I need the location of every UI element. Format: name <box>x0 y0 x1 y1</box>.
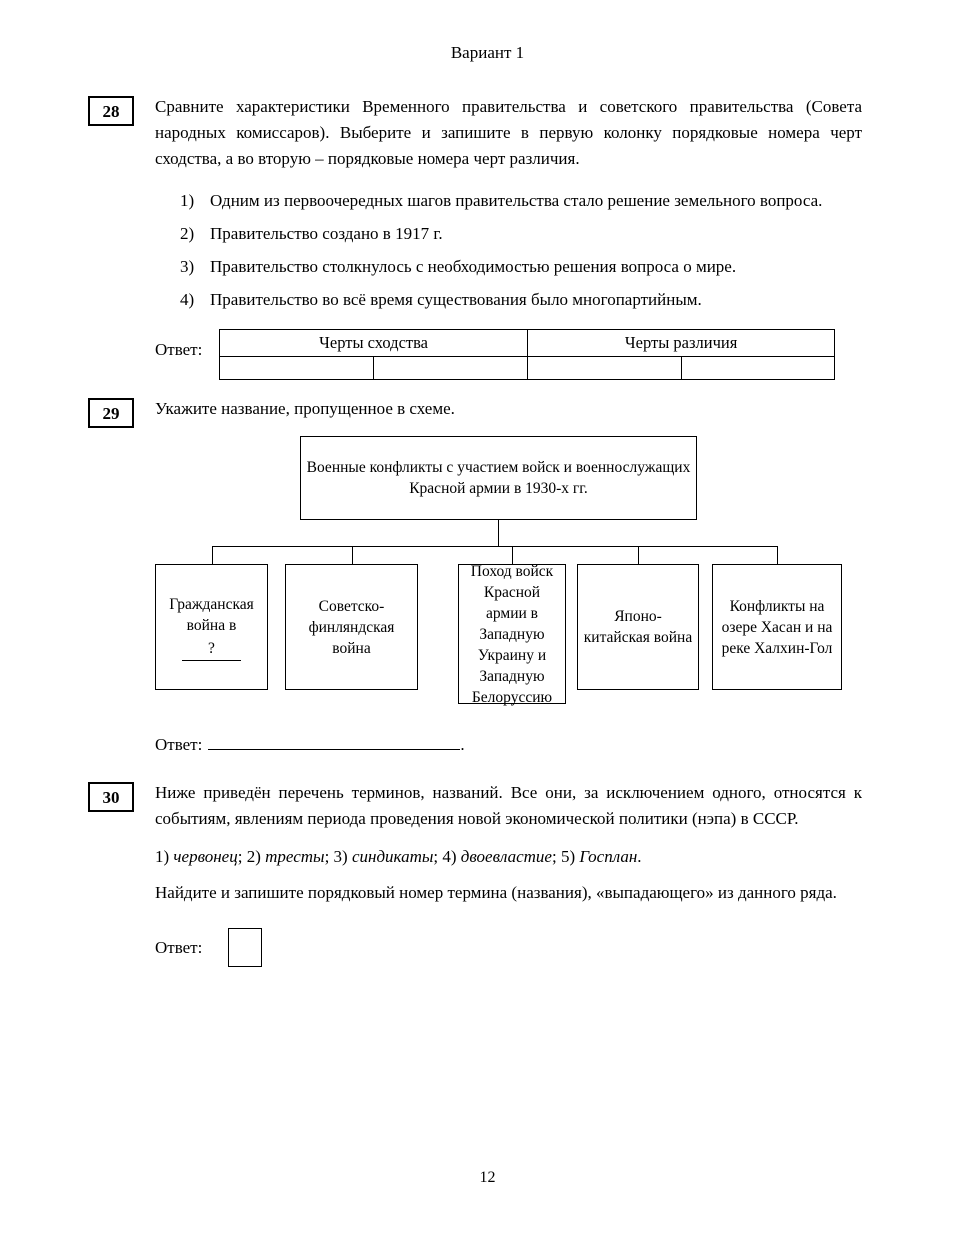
question-29 <box>0 396 975 758</box>
term-item: 5) Госплан. <box>560 847 642 866</box>
term-item: 2) тресты; <box>246 847 334 866</box>
answer-label: Ответ: <box>155 937 203 957</box>
question-30 <box>0 780 975 967</box>
connector-line <box>212 546 213 564</box>
answer-cell <box>527 357 681 380</box>
list-item-number: 2) <box>180 224 195 243</box>
diagram-child-text: Гражданская война в <box>169 595 254 634</box>
question-28-number-box: 28 <box>88 96 134 126</box>
question-29-answer <box>155 732 862 758</box>
answer-cell <box>681 357 835 380</box>
diagram-child-box-khasan-khalkhin: Конфликты на озере Хасан и на реке Халхин-Гол <box>712 564 842 690</box>
list-item-text: Правительство во всё время существования было многопартийным. <box>210 290 702 309</box>
answer-cell <box>374 357 528 380</box>
connector-line <box>212 546 778 547</box>
connector-line <box>777 546 778 564</box>
diagram-child-box-sino-japanese: Японо-китайская война <box>577 564 699 690</box>
question-28-options <box>180 188 862 313</box>
answer-label: Ответ: <box>155 340 203 359</box>
list-item-text: Правительство создано в 1917 г. <box>210 224 443 243</box>
connector-line <box>352 546 353 564</box>
question-30-text-2: Найдите и запишите порядковый номер термина (названия), «выпадающего» из данного ряда. <box>155 883 837 902</box>
term-item: 1) червонец; <box>155 847 247 866</box>
list-item-text: Правительство столкнулось с необходимостью решения вопроса о мире. <box>210 257 737 276</box>
connector-line <box>498 520 499 546</box>
term-item: 3) синдикаты; <box>333 847 443 866</box>
variant-header: Вариант 1 <box>450 43 525 62</box>
answer-suffix: . <box>460 735 465 754</box>
question-28 <box>0 94 975 380</box>
diagram-child-box-soviet-finnish: Советско-финляндская война <box>285 564 418 690</box>
list-item <box>180 221 862 247</box>
term-item: 4) двоевластие; <box>442 847 561 866</box>
terms-line <box>155 844 862 870</box>
question-29-text: Укажите название, пропущенное в схеме. <box>155 399 455 418</box>
list-item <box>180 188 862 214</box>
table-header-similarity: Черты сходства <box>220 330 528 357</box>
list-item-number: 4) <box>180 290 195 309</box>
question-29-number-box: 29 <box>88 398 134 428</box>
table-header-difference: Черты различия <box>527 330 835 357</box>
diagram-child-box-civil-war <box>155 564 268 690</box>
list-item-text: Одним из первоочередных шагов правительства стало решение земельного вопроса. <box>210 191 823 210</box>
page-number: 12 <box>479 1169 496 1186</box>
answer-table <box>219 329 835 380</box>
question-30-text: Ниже приведён перечень терминов, названий. Все они, за исключением одного, относятся к событиям, явлениям периода проведения новой экономической политики (нэпа) в СССР. <box>155 783 862 828</box>
diagram-root-box: Военные конфликты с участием войск и военнослужащих Красной армии в 1930-х гг. <box>300 436 697 520</box>
connector-line <box>638 546 639 564</box>
scheme-diagram <box>0 436 975 708</box>
list-item <box>180 287 862 313</box>
question-30-number-box: 30 <box>88 782 134 812</box>
question-30-answer <box>155 928 862 967</box>
answer-label: Ответ: <box>155 735 203 754</box>
missing-name-blank: ? <box>182 638 241 661</box>
answer-box <box>228 928 262 967</box>
answer-cell <box>220 357 374 380</box>
question-28-answer <box>155 329 862 380</box>
list-item-number: 1) <box>180 191 195 210</box>
diagram-child-box-western-campaign: Поход войск Красной армии в Западную Украину и Западную Белоруссию <box>458 564 566 704</box>
list-item <box>180 254 862 280</box>
question-28-text: Сравните характеристики Временного правительства и советского правительства (Совета народных комиссаров). Выберите и запишите в первую колонку порядковые номера черт сходства, а во вторую – порядковые номера черт различия. <box>155 97 862 168</box>
list-item-number: 3) <box>180 257 195 276</box>
answer-line <box>208 732 460 750</box>
